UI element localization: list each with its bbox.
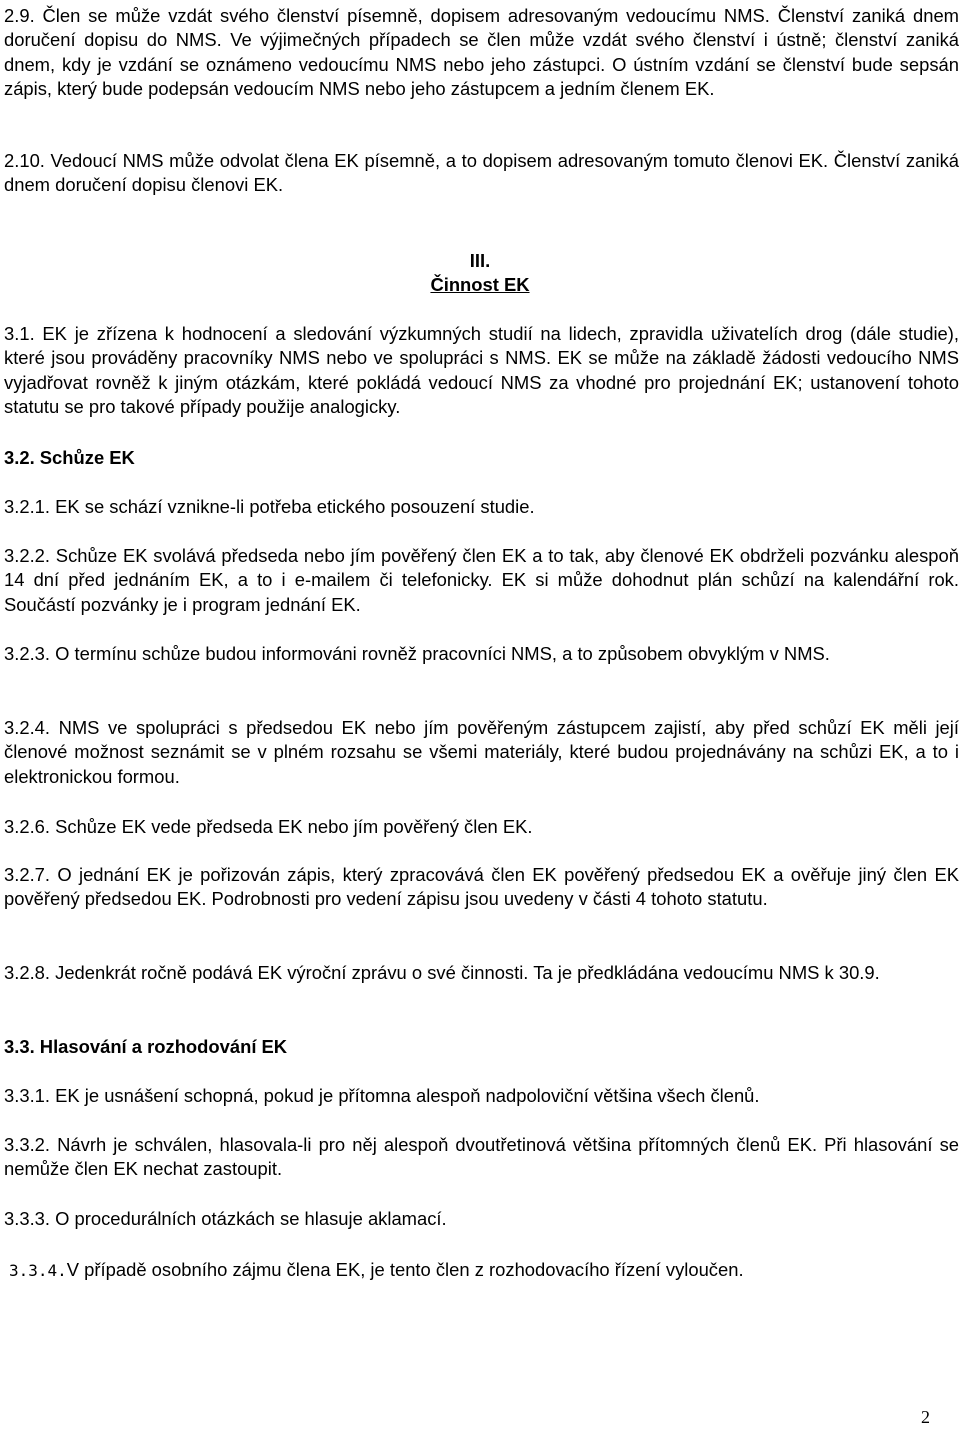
- paragraph-3-3-4: [9, 1258, 959, 1283]
- chapter-number: III.: [469, 250, 491, 271]
- paragraph-3-3-2: 3.3.2. Návrh je schválen, hlasovala-li pro něj alespoň dvoutřetinová většina přítomných členů EK. Při hlasování se nemůže člen EK nechat zastoupit.: [4, 1134, 959, 1180]
- paragraph-3-1: 3.1. EK je zřízena k hodnocení a sledování výzkumných studií na lidech, zpravidla uživatelích drog (dále studie), které jsou prováděny pracovníky NMS nebo ve spolupráci s NMS. EK se může na základě žádosti vedoucího NMS vyjadřovat rovněž k jiným otázkám, které pokládá vedoucí NMS za vhodné pro projednání EK; ustanovení tohoto statutu se pro takové případy použije analogicky.: [4, 323, 959, 417]
- paragraph-3-3-1: 3.3.1. EK je usnášení schopná, pokud je přítomna alespoň nadpoloviční většina všech členů.: [4, 1085, 760, 1106]
- paragraph-2-10: 2.10. Vedoucí NMS může odvolat člena EK písemně, a to dopisem adresovaným tomuto členovi EK. Členství zaniká dnem doručení dopisu členovi EK.: [4, 150, 959, 196]
- chapter-title: Činnost EK: [430, 274, 530, 295]
- paragraph-3-3-3: 3.3.3. O procedurálních otázkách se hlasuje aklamací.: [4, 1208, 447, 1229]
- section-heading-3-3: 3.3. Hlasování a rozhodování EK: [4, 1036, 288, 1057]
- section-heading-3-2: 3.2. Schůze EK: [4, 447, 135, 468]
- paragraph-3-2-2: 3.2.2. Schůze EK svolává předseda nebo jím pověřený člen EK a to tak, aby členové EK obdrželi pozvánku alespoň 14 dní před jednáním EK, a to i e-mailem či telefonicky. EK si může dohodnut plán schůzí na kalendářní rok. Součástí pozvánky je i program jednání EK.: [4, 545, 959, 615]
- paragraph-3-2-7: 3.2.7. O jednání EK je pořizován zápis, který zpracovává člen EK pověřený předsedou EK a ověřuje jiný člen EK pověřený předsedou EK. Podrobnosti pro vedení zápisu jsou uvedeny v části 4 tohoto statutu.: [4, 864, 959, 910]
- paragraph-3-2-1: 3.2.1. EK se schází vznikne-li potřeba etického posouzení studie.: [4, 496, 535, 517]
- page-number: 2: [921, 1407, 930, 1427]
- paragraph-3-2-8: 3.2.8. Jedenkrát ročně podává EK výroční zprávu o své činnosti. Ta je předkládána vedoucímu NMS k 30.9.: [4, 962, 880, 983]
- paragraph-3-3-4-text: V případě osobního zájmu člena EK, je tento člen z rozhodovacího řízení vyloučen.: [66, 1259, 744, 1280]
- paragraph-3-2-3: 3.2.3. O termínu schůze budou informováni rovněž pracovníci NMS, a to způsobem obvyklým v NMS.: [4, 643, 830, 664]
- paragraph-3-2-4: 3.2.4. NMS ve spolupráci s předsedou EK nebo jím pověřeným zástupcem zajistí, aby před schůzí EK měli její členové možnost seznámit se v plném rozsahu se všemi materiály, které budou projednávány na schůzi EK, a to i elektronickou formou.: [4, 717, 959, 787]
- paragraph-2-9: 2.9. Člen se může vzdát svého členství písemně, dopisem adresovaným vedoucímu NMS. Členství zaniká dnem doručení dopisu do NMS. Ve výjimečných případech se člen může vzdát svého členství i ústně; členství zaniká dnem, kdy je vzdání se oznámeno vedoucímu NMS nebo jeho zástupci. O ústním vzdání se členství bude sepsán zápis, který bude podepsán vedoucím NMS nebo jeho zástupcem a jedním členem EK.: [4, 5, 959, 99]
- paragraph-3-3-4-number: 3.3.4.: [9, 1261, 67, 1280]
- paragraph-3-2-6: 3.2.6. Schůze EK vede předseda EK nebo jím pověřený člen EK.: [4, 816, 533, 837]
